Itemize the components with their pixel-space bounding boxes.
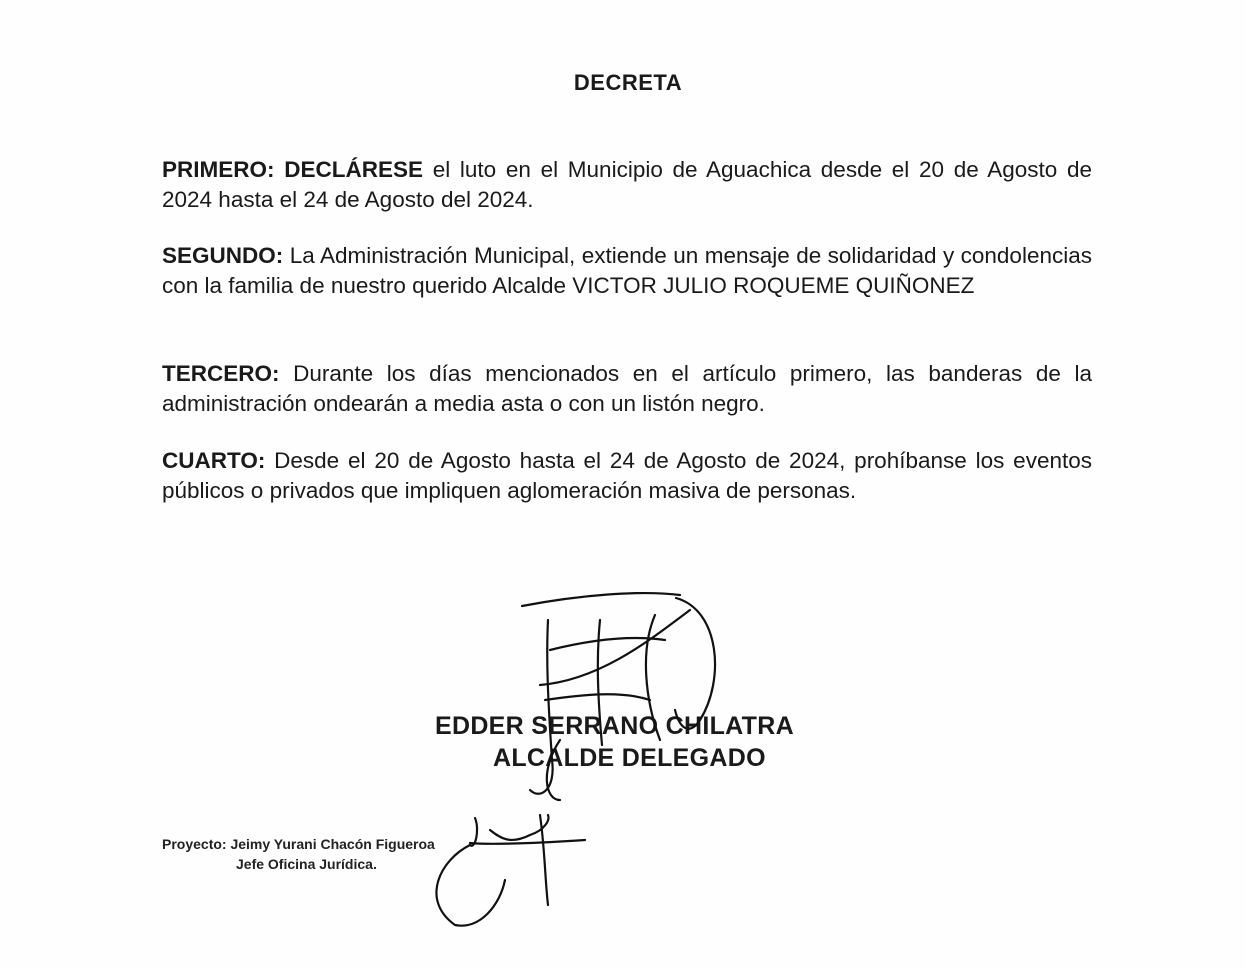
article-segundo [162,241,1092,301]
article-emphasis: DECLÁRESE [284,157,423,182]
article-cuarto [162,446,1092,506]
article-label: SEGUNDO: [162,243,284,268]
project-author-title: Jefe Oficina Jurídica. [236,856,377,872]
article-label: TERCERO: [162,361,280,386]
article-tercero [162,359,1092,419]
decree-heading: DECRETA [573,70,683,95]
article-text: Desde el 20 de Agosto hasta el 24 de Agosto de 2024, prohíbanse los eventos públicos o privados que impliquen aglomeración masiva de personas. [162,448,1092,503]
article-label: PRIMERO: [162,157,275,182]
article-label: CUARTO: [162,448,266,473]
article-text: Durante los días mencionados en el artículo primero, las banderas de la administración ondearán a media asta o con un listón negro. [162,361,1092,416]
signatory-role: ALCALDE DELEGADO [493,744,766,772]
article-text: La Administración Municipal, extiende un mensaje de solidaridad y condolencias con la familia de nuestro querido Alcalde VICTOR JULIO ROQUEME QUIÑONEZ [162,243,1092,298]
article-primero [162,155,1092,215]
project-author: Proyecto: Jeimy Yurani Chacón Figueroa [162,836,435,852]
signatory-name: EDDER SERRANO CHILATRA [435,712,794,740]
article-text: el luto en el Municipio de Aguachica desde el 20 de Agosto de 2024 hasta el 24 de Agosto del 2024. [162,157,1092,212]
